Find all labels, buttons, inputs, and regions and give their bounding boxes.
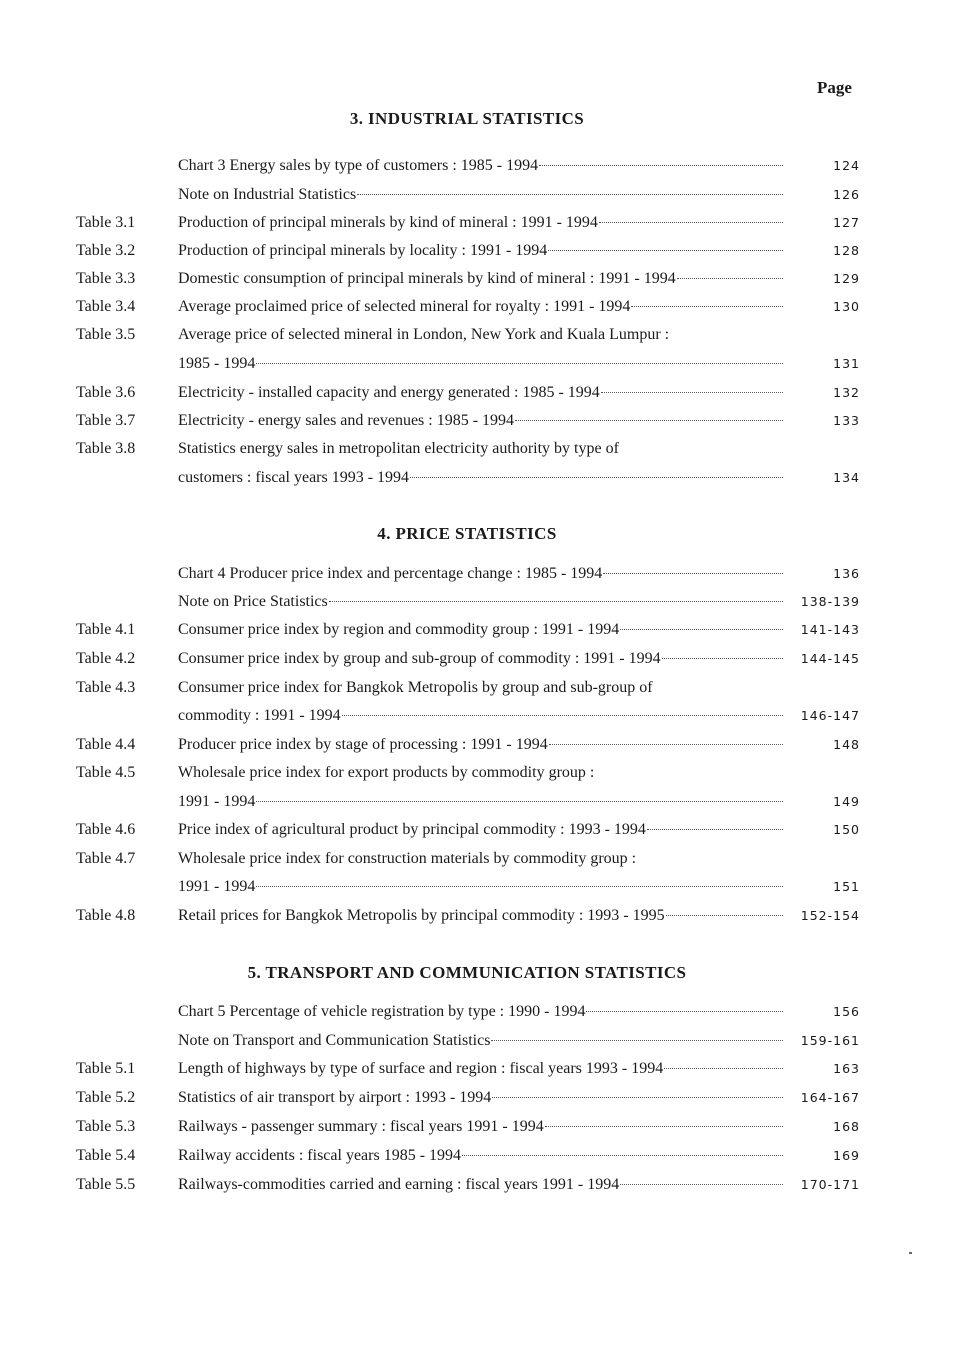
leader-dots: [620, 629, 783, 630]
toc-page-number: 141-143: [800, 622, 860, 637]
toc-title: Average proclaimed price of selected mineral for royalty : 1991 - 1994: [178, 296, 783, 318]
toc-page-number: 163: [833, 1061, 860, 1076]
toc-title: Railways - passenger summary : fiscal years 1991 - 1994: [178, 1116, 783, 1138]
leader-dots: [664, 1068, 783, 1069]
toc-page-number: 131: [833, 356, 860, 371]
toc-page-number: 124: [833, 158, 860, 173]
toc-title: Wholesale price index for construction materials by commodity group :: [178, 850, 637, 867]
leader-dots: [548, 250, 783, 251]
leader-dots: [357, 194, 783, 195]
toc-title: Price index of agricultural product by principal commodity : 1993 - 1994: [178, 819, 783, 841]
toc-row: [0, 1030, 966, 1052]
toc-label: Table 4.7: [76, 850, 136, 867]
toc-page-number: 151: [833, 879, 860, 894]
toc-title-continuation: commodity : 1991 - 1994: [178, 705, 783, 727]
toc-title: Wholesale price index for export products by commodity group :: [178, 764, 595, 781]
toc-row: [0, 1145, 966, 1167]
toc-row: [0, 268, 966, 290]
toc-page-number: 149: [833, 794, 860, 809]
toc-row: [0, 591, 966, 613]
toc-title: Consumer price index by group and sub-group of commodity : 1991 - 1994: [178, 648, 783, 670]
toc-title: Retail prices for Bangkok Metropolis by principal commodity : 1993 - 1995: [178, 905, 783, 927]
leader-dots: [410, 477, 783, 478]
leader-dots: [256, 363, 783, 364]
toc-row-continuation: [0, 876, 966, 898]
toc-page-number: 146-147: [800, 708, 860, 723]
toc-title-continuation: customers : fiscal years 1993 - 1994: [178, 467, 783, 489]
toc-row: [0, 848, 966, 870]
toc-page-number: 144-145: [800, 651, 860, 666]
toc-title: Production of principal minerals by kind of mineral : 1991 - 1994: [178, 212, 783, 234]
leader-dots: [666, 915, 783, 916]
toc-row: [0, 184, 966, 206]
toc-title: Note on Transport and Communication Statistics: [178, 1030, 783, 1052]
leader-dots: [539, 165, 783, 166]
toc-title-continuation: 1985 - 1994: [178, 353, 783, 375]
toc-page-number: 168: [833, 1119, 860, 1134]
toc-title: Average price of selected mineral in London, New York and Kuala Lumpur :: [178, 326, 670, 343]
toc-row: [0, 734, 966, 756]
leader-dots: [342, 715, 783, 716]
toc-page-number: 156: [833, 1004, 860, 1019]
toc-label: Table 3.6: [76, 384, 136, 401]
toc-row: [0, 155, 966, 177]
toc-page-number: 169: [833, 1148, 860, 1163]
toc-label: Table 3.5: [76, 326, 136, 343]
toc-page-number: 150: [833, 822, 860, 837]
leader-dots: [329, 601, 783, 602]
toc-page-number: 134: [833, 470, 860, 485]
leader-dots: [545, 1126, 783, 1127]
toc-page-number: 126: [833, 187, 860, 202]
toc-title: Consumer price index by region and commodity group : 1991 - 1994: [178, 619, 783, 641]
toc-page-number: 159-161: [800, 1033, 860, 1048]
toc-row-continuation: [0, 353, 966, 375]
toc-row: [0, 410, 966, 432]
toc-title: Length of highways by type of surface and region : fiscal years 1993 - 1994: [178, 1058, 783, 1080]
toc-label: Table 5.4: [76, 1147, 136, 1164]
leader-dots: [647, 829, 783, 830]
stray-mark: [909, 1252, 912, 1254]
toc-title: Note on Price Statistics: [178, 591, 783, 613]
leader-dots: [586, 1011, 783, 1012]
leader-dots: [599, 222, 783, 223]
toc-page-number: 164-167: [800, 1090, 860, 1105]
leader-dots: [603, 573, 783, 574]
toc-label: Table 3.4: [76, 298, 136, 315]
toc-label: Table 4.5: [76, 764, 136, 781]
toc-label: Table 5.5: [76, 1176, 136, 1193]
section-title-transport: 5. TRANSPORT AND COMMUNICATION STATISTICS: [247, 963, 687, 982]
toc-row-continuation: [0, 467, 966, 489]
toc-label: Table 5.1: [76, 1060, 136, 1077]
toc-page-number: 136: [833, 566, 860, 581]
toc-row: [0, 677, 966, 699]
toc-title: Railways-commodities carried and earning : fiscal years 1991 - 1994: [178, 1174, 783, 1196]
toc-row: [0, 1001, 966, 1023]
toc-row: [0, 619, 966, 641]
toc-title-continuation: 1991 - 1994: [178, 791, 783, 813]
toc-label: Table 4.1: [76, 621, 136, 638]
toc-label: Table 5.3: [76, 1118, 136, 1135]
leader-dots: [601, 392, 783, 393]
toc-label: Table 4.3: [76, 679, 136, 696]
toc-label: Table 3.7: [76, 412, 136, 429]
toc-row: [0, 438, 966, 460]
toc-page-number: 138-139: [800, 594, 860, 609]
toc-page-number: 152-154: [800, 908, 860, 923]
toc-row: [0, 762, 966, 784]
toc-row-continuation: [0, 791, 966, 813]
toc-row: [0, 240, 966, 262]
toc-title: Chart 4 Producer price index and percentage change : 1985 - 1994: [178, 563, 783, 585]
toc-page-number: 130: [833, 299, 860, 314]
toc-title: Electricity - installed capacity and energy generated : 1985 - 1994: [178, 382, 783, 404]
toc-title: Production of principal minerals by locality : 1991 - 1994: [178, 240, 783, 262]
leader-dots: [491, 1040, 783, 1041]
section-title-industrial: 3. INDUSTRIAL STATISTICS: [349, 109, 585, 128]
leader-dots: [256, 886, 783, 887]
toc-title: Domestic consumption of principal minerals by kind of mineral : 1991 - 1994: [178, 268, 783, 290]
toc-title: Statistics of air transport by airport : 1993 - 1994: [178, 1087, 783, 1109]
toc-row: [0, 1058, 966, 1080]
toc-row: [0, 1087, 966, 1109]
toc-row: [0, 1116, 966, 1138]
leader-dots: [620, 1184, 783, 1185]
leader-dots: [515, 420, 783, 421]
page-column-header: Page: [817, 78, 852, 97]
toc-row: [0, 819, 966, 841]
leader-dots: [549, 744, 783, 745]
section-title-price: 4. PRICE STATISTICS: [377, 524, 557, 543]
toc-title: Note on Industrial Statistics: [178, 184, 783, 206]
toc-title: Electricity - energy sales and revenues : 1985 - 1994: [178, 410, 783, 432]
toc-label: Table 3.3: [76, 270, 136, 287]
toc-page-number: 132: [833, 385, 860, 400]
toc-row: [0, 324, 966, 346]
toc-row: [0, 296, 966, 318]
toc-row-continuation: [0, 705, 966, 727]
toc-label: Table 5.2: [76, 1089, 136, 1106]
toc-title-continuation: 1991 - 1994: [178, 876, 783, 898]
leader-dots: [677, 278, 783, 279]
toc-title: Producer price index by stage of processing : 1991 - 1994: [178, 734, 783, 756]
toc-title: Chart 3 Energy sales by type of customers : 1985 - 1994: [178, 155, 783, 177]
toc-title: Railway accidents : fiscal years 1985 - 1994: [178, 1145, 783, 1167]
toc-row: [0, 382, 966, 404]
leader-dots: [492, 1097, 783, 1098]
toc-label: Table 4.8: [76, 907, 136, 924]
toc-title: Statistics energy sales in metropolitan electricity authority by type of: [178, 440, 619, 457]
toc-label: Table 4.6: [76, 821, 136, 838]
toc-page-number: 133: [833, 413, 860, 428]
toc-row: [0, 1174, 966, 1196]
leader-dots: [631, 306, 783, 307]
toc-label: Table 4.4: [76, 736, 136, 753]
toc-page-number: 128: [833, 243, 860, 258]
leader-dots: [462, 1155, 783, 1156]
toc-label: Table 3.8: [76, 440, 136, 457]
toc-title: Consumer price index for Bangkok Metropolis by group and sub-group of: [178, 679, 653, 696]
toc-row: [0, 648, 966, 670]
toc-page-number: 127: [833, 215, 860, 230]
toc-page-number: 170-171: [800, 1177, 860, 1192]
toc-label: Table 3.1: [76, 214, 136, 231]
toc-title: Chart 5 Percentage of vehicle registration by type : 1990 - 1994: [178, 1001, 783, 1023]
toc-label: Table 3.2: [76, 242, 136, 259]
leader-dots: [256, 801, 783, 802]
toc-page-number: 148: [833, 737, 860, 752]
toc-page-number: 129: [833, 271, 860, 286]
leader-dots: [662, 658, 783, 659]
toc-label: Table 4.2: [76, 650, 136, 667]
toc-row: [0, 563, 966, 585]
toc-row: [0, 212, 966, 234]
toc-row: [0, 905, 966, 927]
